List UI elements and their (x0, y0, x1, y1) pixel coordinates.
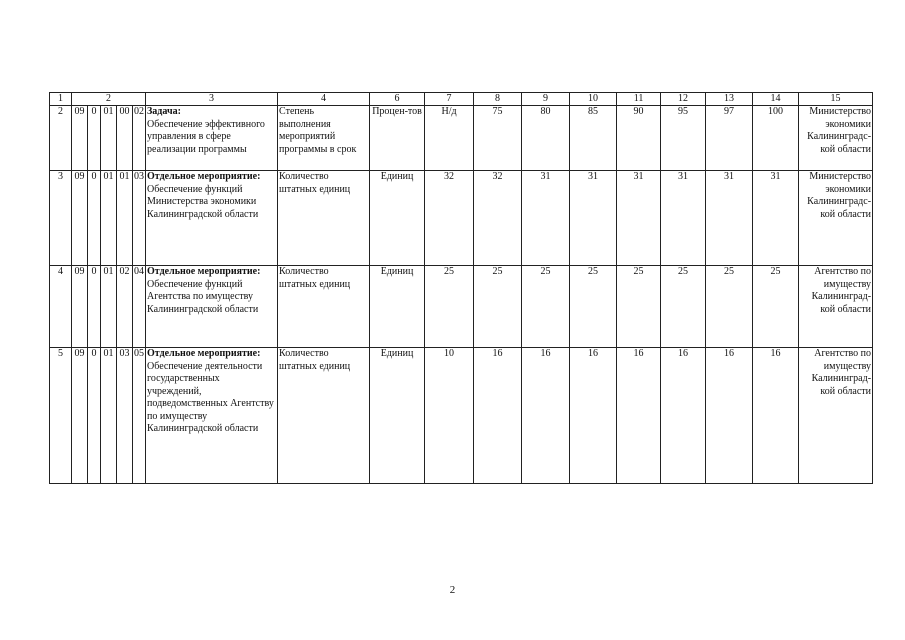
value-cell: 16 (474, 348, 522, 484)
measure-description: Обеспечение эффективного управления в сфере реализации программы (147, 118, 265, 155)
header-cell: 2 (72, 93, 146, 106)
row-number: 4 (50, 266, 72, 348)
header-cell: 3 (146, 93, 278, 106)
code-cell: 09 (72, 106, 88, 171)
row-number: 3 (50, 171, 72, 266)
value-cell: 31 (753, 171, 799, 266)
measure-title: Отдельное мероприятие: (147, 171, 261, 182)
responsible-cell: Министерство экономики Калининградс-кой области (799, 171, 873, 266)
header-cell: 4 (278, 93, 370, 106)
value-cell: 25 (522, 266, 570, 348)
value-cell: 16 (706, 348, 753, 484)
value-cell: 32 (474, 171, 522, 266)
value-cell: 31 (617, 171, 661, 266)
code-cell: 01 (101, 171, 117, 266)
code-cell: 01 (101, 106, 117, 171)
value-cell: 85 (570, 106, 617, 171)
header-cell: 6 (370, 93, 425, 106)
responsible-cell: Агентство по имуществу Калининград-кой области (799, 348, 873, 484)
value-cell: 97 (706, 106, 753, 171)
code-cell: 09 (72, 171, 88, 266)
value-cell: Н/д (425, 106, 474, 171)
table-row (50, 171, 873, 266)
value-cell: 75 (474, 106, 522, 171)
unit-cell: Единиц (370, 348, 425, 484)
program-table (49, 92, 873, 484)
value-cell: 16 (617, 348, 661, 484)
header-cell: 15 (799, 93, 873, 106)
value-cell: 25 (570, 266, 617, 348)
value-cell: 16 (570, 348, 617, 484)
value-cell: 25 (661, 266, 706, 348)
value-cell: 31 (522, 171, 570, 266)
measure-title: Отдельное мероприятие: (147, 348, 261, 359)
measure-description: Обеспечение функций Агентства по имуществу Калининградской области (147, 278, 259, 315)
unit-cell: Единиц (370, 171, 425, 266)
value-cell: 25 (617, 266, 661, 348)
code-cell: 01 (117, 171, 133, 266)
measure-description: Обеспечение функций Министерства экономики Калининградской области (147, 183, 259, 220)
indicator-cell: Количество штатных единиц (278, 266, 370, 348)
code-cell: 09 (72, 266, 88, 348)
header-cell: 1 (50, 93, 72, 106)
code-cell: 0 (88, 106, 101, 171)
unit-cell: Единиц (370, 266, 425, 348)
value-cell: 25 (706, 266, 753, 348)
table-row (50, 106, 873, 171)
row-number: 2 (50, 106, 72, 171)
code-cell: 0 (88, 266, 101, 348)
header-cell: 8 (474, 93, 522, 106)
value-cell: 100 (753, 106, 799, 171)
responsible-cell: Агентство по имуществу Калининград-кой области (799, 266, 873, 348)
value-cell: 31 (706, 171, 753, 266)
header-cell: 9 (522, 93, 570, 106)
indicator-cell: Количество штатных единиц (278, 171, 370, 266)
value-cell: 31 (570, 171, 617, 266)
measure-title: Задача: (147, 106, 181, 117)
code-cell: 0 (88, 348, 101, 484)
code-cell: 05 (133, 348, 146, 484)
value-cell: 10 (425, 348, 474, 484)
value-cell: 16 (661, 348, 706, 484)
value-cell: 90 (617, 106, 661, 171)
code-cell: 03 (133, 171, 146, 266)
row-number: 5 (50, 348, 72, 484)
header-row (50, 93, 873, 106)
code-cell: 00 (117, 106, 133, 171)
code-cell: 02 (117, 266, 133, 348)
code-cell: 09 (72, 348, 88, 484)
code-cell: 0 (88, 171, 101, 266)
page-number: 2 (449, 584, 456, 596)
measure-cell (146, 266, 278, 348)
code-cell: 03 (117, 348, 133, 484)
value-cell: 16 (522, 348, 570, 484)
responsible-cell: Министерство экономики Калининградс-кой области (799, 106, 873, 171)
code-cell: 02 (133, 106, 146, 171)
measure-cell (146, 106, 278, 171)
indicator-cell: Степень выполнения мероприятий программы в срок (278, 106, 370, 171)
header-cell: 10 (570, 93, 617, 106)
table-row (50, 266, 873, 348)
header-cell: 13 (706, 93, 753, 106)
value-cell: 25 (425, 266, 474, 348)
code-cell: 01 (101, 266, 117, 348)
value-cell: 25 (753, 266, 799, 348)
header-cell: 11 (617, 93, 661, 106)
header-cell: 14 (753, 93, 799, 106)
unit-cell: Процен-тов (370, 106, 425, 171)
value-cell: 32 (425, 171, 474, 266)
table-row (50, 348, 873, 484)
header-cell: 12 (661, 93, 706, 106)
header-cell: 7 (425, 93, 474, 106)
measure-title: Отдельное мероприятие: (147, 266, 261, 277)
value-cell: 80 (522, 106, 570, 171)
value-cell: 16 (753, 348, 799, 484)
measure-cell (146, 171, 278, 266)
measure-cell (146, 348, 278, 484)
value-cell: 95 (661, 106, 706, 171)
indicator-cell: Количество штатных единиц (278, 348, 370, 484)
code-cell: 04 (133, 266, 146, 348)
value-cell: 31 (661, 171, 706, 266)
value-cell: 25 (474, 266, 522, 348)
code-cell: 01 (101, 348, 117, 484)
measure-description: Обеспечение деятельности государственных учреждений, подведомственных Агентству по имуществу Калининградской области (147, 360, 274, 434)
